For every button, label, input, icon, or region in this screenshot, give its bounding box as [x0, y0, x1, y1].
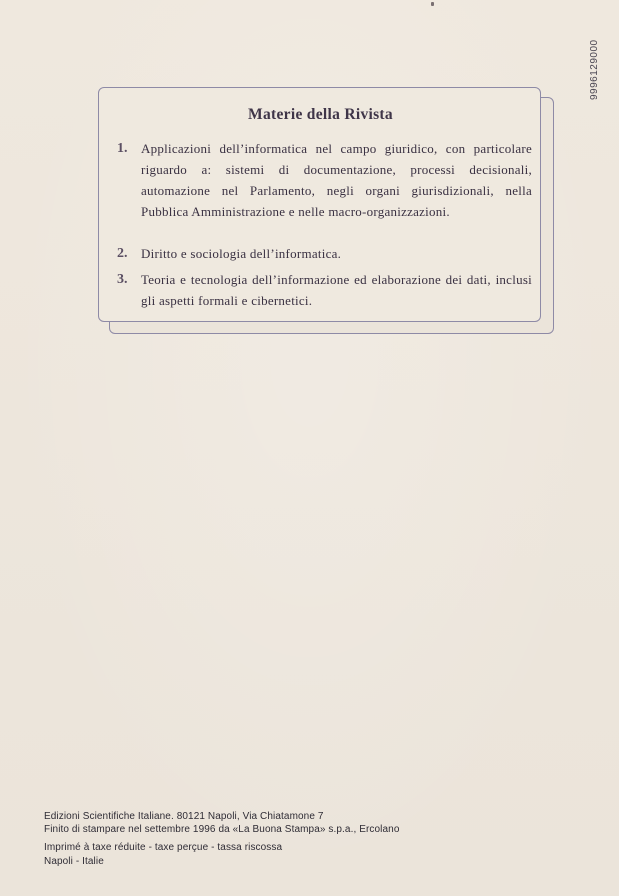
subject-item: [113, 269, 533, 313]
publisher-address: Edizioni Scientifiche Italiane. 80121 Napoli, Via Chiatamone 7: [44, 811, 324, 822]
print-mark: [431, 2, 434, 6]
subject-number: 3.: [117, 272, 128, 287]
printing-info: Finito di stampare nel settembre 1996 da «La Buona Stampa» s.p.a., Ercolano: [44, 824, 400, 835]
isbn-code: 9996129000: [589, 39, 600, 100]
subject-item: [113, 243, 533, 265]
postage-info: Imprimé à taxe réduite - taxe perçue - tassa riscossa: [44, 842, 283, 853]
subjects-title: Materie della Rivista: [248, 106, 393, 123]
subject-text: Applicazioni dell’informatica nel campo giuridico, con particolare riguardo a: sistemi di documentazione, processi decisionali, automazione nel Parlamento, negli organi giurisdizionali, nella Pubblica Amministrazione e nelle macro-organizzazioni.: [141, 141, 532, 219]
location-info: Napoli - Italie: [44, 856, 104, 867]
subject-number: 1.: [117, 141, 128, 156]
subject-number: 2.: [117, 246, 128, 261]
subject-text: Teoria e tecnologia dell’informazione ed elaborazione dei dati, inclusi gli aspetti formali e cibernetici.: [141, 272, 532, 308]
subject-text: Diritto e sociologia dell’informatica.: [141, 246, 342, 261]
subject-item: [113, 138, 533, 248]
subjects-box: [98, 87, 541, 322]
